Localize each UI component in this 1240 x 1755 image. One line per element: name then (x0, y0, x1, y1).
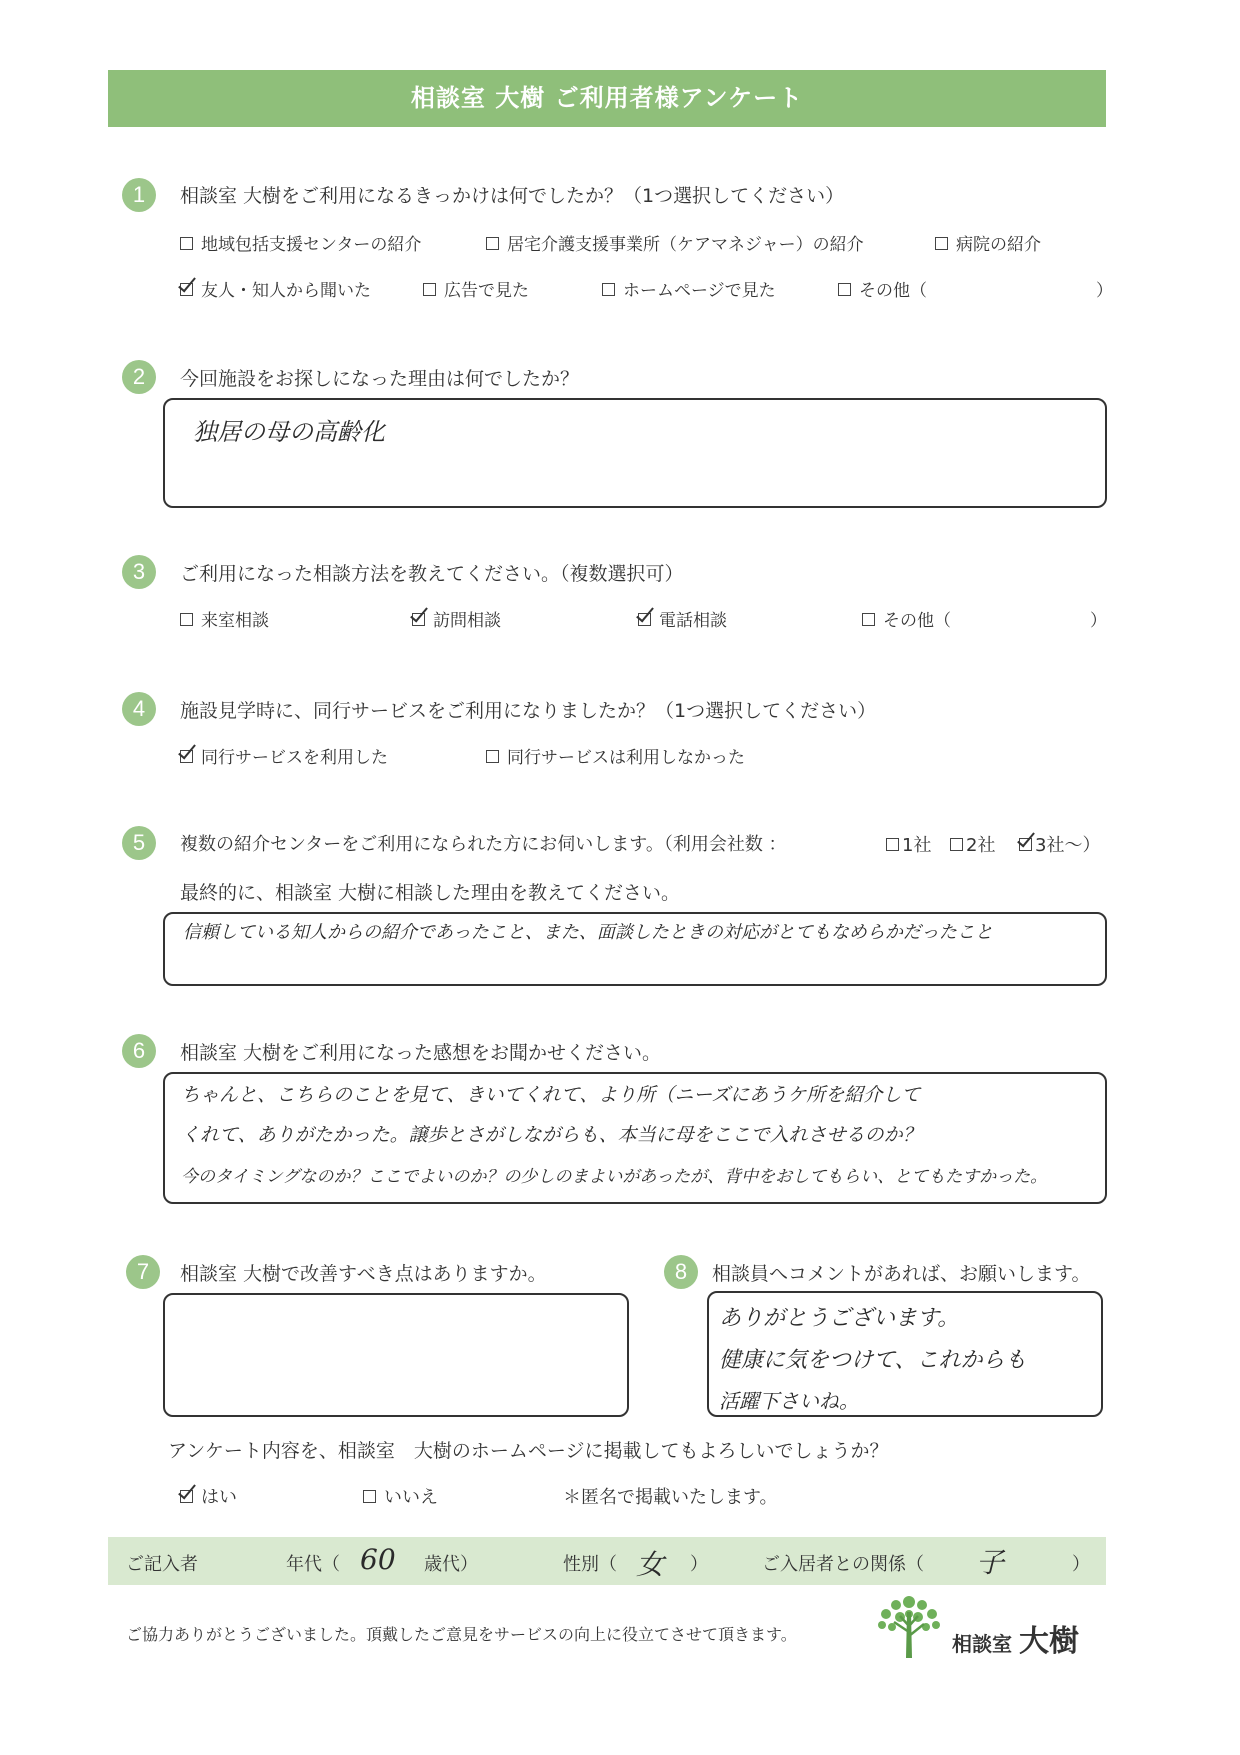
publish-question: アンケート内容を、相談室 大樹のホームページに掲載してもよろしいでしょうか？ (168, 1440, 889, 1462)
q5-count-1[interactable]: 1社 (886, 831, 931, 857)
question-number-8: 8 (664, 1255, 698, 1289)
q1-option-advertisement[interactable]: 広告で見た (423, 276, 529, 301)
q6-answer-box[interactable] (163, 1072, 1107, 1204)
relation-value[interactable]: 子 (976, 1546, 1005, 1579)
q3-option-home-visit[interactable]: 訪問相談 (412, 606, 501, 631)
respondent-strip (108, 1537, 1106, 1585)
q5-count-3[interactable]: 3社～） (1019, 831, 1100, 857)
question-2-text: 今回施設をお探しになった理由は何でしたか？ (180, 368, 580, 390)
q8-answer-line-2: 健康に気をつけて、これからも (719, 1348, 1027, 1373)
checkbox[interactable] (838, 283, 851, 296)
gender-value[interactable]: 女 (636, 1548, 665, 1581)
age-value[interactable]: 60 (360, 1543, 396, 1576)
question-1-text: 相談室 大樹をご利用になるきっかけは何でしたか？（1つ選択してください） (180, 185, 845, 207)
q8-answer-line-1: ありがとうございます。 (719, 1306, 960, 1331)
footer-logo: 相談室 大樹 (952, 1624, 1079, 1659)
q1-option-friend[interactable]: 友人・知人から聞いた (180, 276, 371, 301)
question-3-text: ご利用になった相談方法を教えてください。（複数選択可） (180, 563, 684, 585)
q2-answer-box[interactable] (163, 398, 1107, 508)
checkbox[interactable] (180, 613, 193, 626)
q3-other-close-paren: ） (1090, 611, 1107, 631)
q8-answer-box[interactable] (707, 1291, 1103, 1417)
gender-suffix: ） (690, 1554, 708, 1575)
q6-answer-line-3: 今のタイミングなのか？ここでよいのか？の少しのまよいがあったが、背中をおしてもらい、とてもたすかった。 (181, 1167, 1048, 1187)
checkbox-checked[interactable] (180, 750, 193, 763)
checkbox[interactable] (180, 237, 193, 250)
question-number-4: 4 (122, 692, 156, 726)
tree-logo-icon (874, 1592, 944, 1662)
q5-answer-box[interactable] (163, 912, 1107, 986)
footer-thanks: ご協力ありがとうございました。頂戴したご意見をサービスの向上に役立てさせて頂きます。 (126, 1625, 797, 1644)
relation-label: ご入居者との関係（ (762, 1554, 924, 1575)
q5-answer-text: 信頼している知人からの紹介であったこと、また、面談したときの対応がとてもなめらかだったこと (183, 922, 993, 943)
q3-option-visit-office[interactable]: 来室相談 (180, 606, 269, 631)
question-4-text: 施設見学時に、同行サービスをご利用になりましたか？（1つ選択してください） (180, 700, 877, 722)
question-8-text: 相談員へコメントがあれば、お願いします。 (712, 1263, 1091, 1285)
relation-suffix: ） (1072, 1554, 1090, 1575)
q6-answer-line-2: くれて、ありがたかった。譲歩とさがしながらも、本当に母をここで入れさせるのか？ (181, 1124, 922, 1146)
checkbox[interactable] (486, 237, 499, 250)
q1-option-regional-center[interactable]: 地域包括支援センターの紹介 (180, 230, 421, 255)
q3-option-other[interactable]: その他（ (862, 606, 951, 631)
question-6-text: 相談室 大樹をご利用になった感想をお聞かせください。 (180, 1042, 662, 1064)
q4-option-not-used[interactable]: 同行サービスは利用しなかった (486, 743, 745, 768)
q5-count-2[interactable]: 2社 (950, 831, 995, 857)
gender-label: 性別（ (563, 1554, 617, 1575)
question-number-1: 1 (122, 178, 156, 212)
publish-note: ＊匿名で掲載いたします。 (563, 1487, 778, 1508)
checkbox[interactable] (886, 838, 899, 851)
checkbox-checked[interactable] (180, 283, 193, 296)
question-number-2: 2 (122, 360, 156, 394)
checkbox[interactable] (862, 613, 875, 626)
q1-option-homepage[interactable]: ホームページで見た (602, 276, 776, 301)
question-number-5: 5 (122, 826, 156, 860)
checkbox[interactable] (363, 1490, 376, 1503)
question-number-6: 6 (122, 1034, 156, 1068)
checkbox[interactable] (602, 283, 615, 296)
q2-answer-text: 独居の母の高齢化 (193, 418, 385, 446)
q1-option-care-manager[interactable]: 居宅介護支援事業所（ケアマネジャー）の紹介 (486, 230, 864, 255)
checkbox-checked[interactable] (638, 613, 651, 626)
q4-option-used[interactable]: 同行サービスを利用した (180, 743, 388, 768)
checkbox[interactable] (423, 283, 436, 296)
page-title: 相談室 大樹 ご利用者様アンケート (108, 70, 1106, 127)
q1-other-close-paren: ） (1096, 281, 1113, 301)
question-5-subtext: 最終的に、相談室 大樹に相談した理由を教えてください。 (180, 882, 681, 904)
q3-option-phone[interactable]: 電話相談 (638, 606, 727, 631)
question-7-text: 相談室 大樹で改善すべき点はありますか。 (180, 1263, 547, 1285)
q8-answer-line-3: 活躍下さいね。 (719, 1389, 859, 1413)
respondent-label: ご記入者 (126, 1554, 198, 1575)
publish-no[interactable]: いいえ (363, 1483, 438, 1509)
publish-yes[interactable]: はい (180, 1483, 237, 1509)
question-number-3: 3 (122, 555, 156, 589)
checkbox-checked[interactable] (412, 613, 425, 626)
age-suffix: 歳代） (424, 1554, 478, 1575)
checkbox[interactable] (935, 237, 948, 250)
checkbox-checked[interactable] (180, 1490, 193, 1503)
q7-answer-box[interactable] (163, 1293, 629, 1417)
q6-answer-line-1: ちゃんと、こちらのことを見て、きいてくれて、より所（ニーズにあうケ所を紹介して (181, 1084, 921, 1106)
q1-option-hospital[interactable]: 病院の紹介 (935, 230, 1041, 255)
q1-option-other[interactable]: その他（ (838, 276, 927, 301)
age-label: 年代（ (286, 1554, 340, 1575)
checkbox[interactable] (486, 750, 499, 763)
question-5-text: 複数の紹介センターをご利用になられた方にお伺いします。（利用会社数 ： (180, 834, 787, 855)
question-number-7: 7 (126, 1255, 160, 1289)
checkbox-checked[interactable] (1019, 838, 1032, 851)
checkbox[interactable] (950, 838, 963, 851)
